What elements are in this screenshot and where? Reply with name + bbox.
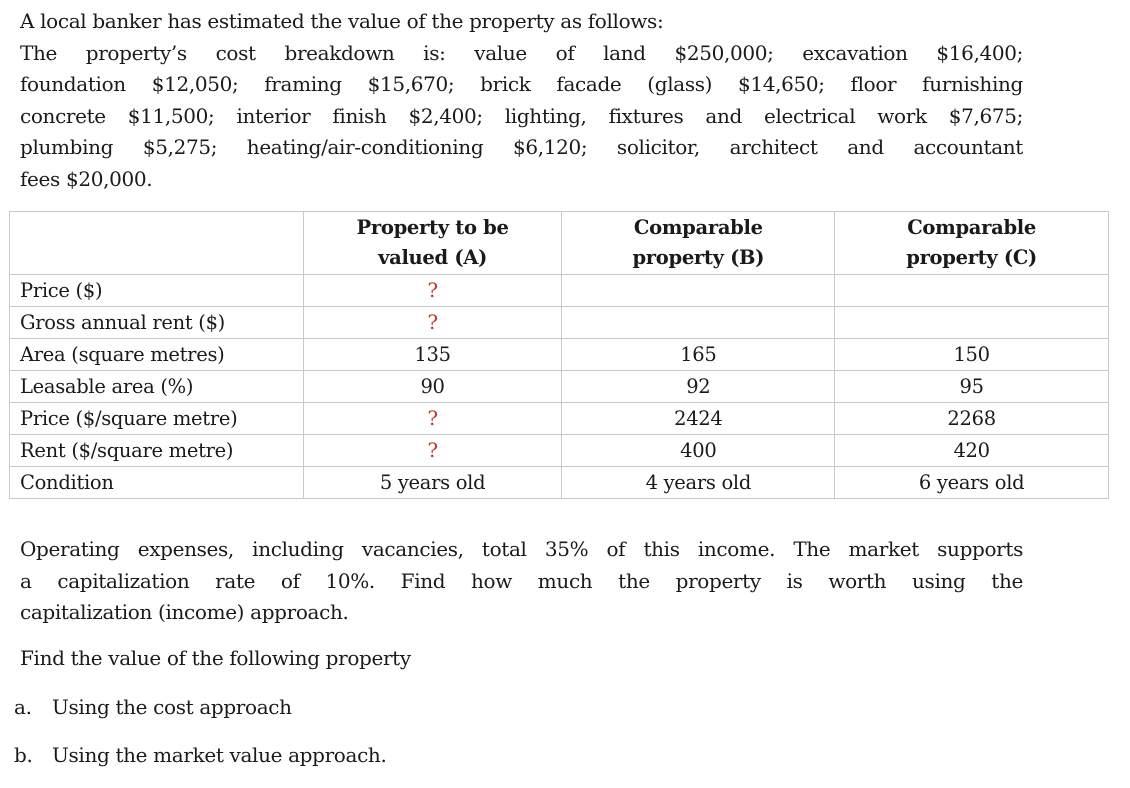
cell-a: ? — [303, 435, 562, 467]
outro-paragraph — [20, 534, 1023, 629]
cell-a: 135 — [303, 339, 562, 371]
cell-b — [562, 275, 835, 307]
intro-line-5: plumbing $5,275; heating/air-conditioning $6,120; solicitor, architect and accountant — [20, 135, 1023, 159]
table-row — [10, 403, 1109, 435]
row-label: Leasable area (%) — [10, 371, 304, 403]
cell-a: ? — [303, 307, 562, 339]
list-item — [14, 743, 386, 767]
header-c-line-2: property (C) — [906, 246, 1037, 269]
header-property-b — [562, 212, 835, 275]
cell-b: 92 — [562, 371, 835, 403]
cell-a: ? — [303, 403, 562, 435]
row-label: Area (square metres) — [10, 339, 304, 371]
cell-b: 165 — [562, 339, 835, 371]
table-header-row — [10, 212, 1109, 275]
intro-line-4: concrete $11,500; interior finish $2,400; lighting, fixtures and electrical work $7,675; — [20, 103, 1023, 128]
valuation-table — [9, 211, 1109, 499]
intro-line-3: foundation $12,050; framing $15,670; brick facade (glass) $14,650; floor furnishing — [20, 72, 1023, 96]
cell-a: 90 — [303, 371, 562, 403]
table-row — [10, 307, 1109, 339]
table-row — [10, 339, 1109, 371]
table-row — [10, 371, 1109, 403]
header-c-line-1: Comparable — [907, 216, 1036, 239]
cell-c: 95 — [835, 371, 1109, 403]
header-b-line-2: property (B) — [632, 246, 765, 269]
header-b-line-1: Comparable — [633, 216, 763, 239]
row-label: Price ($) — [10, 275, 304, 307]
header-property-a — [303, 212, 562, 275]
outro-line-2: a capitalization rate of 10%. Find how much the property is worth using the — [20, 568, 1023, 593]
cell-b: 4 years old — [562, 467, 835, 499]
cell-b: 400 — [562, 435, 835, 467]
table-row — [10, 275, 1109, 307]
row-label: Gross annual rent ($) — [10, 307, 304, 339]
intro-line-6: fees $20,000. — [20, 166, 153, 191]
question-prompt: Find the value of the following property — [20, 646, 411, 670]
cell-b — [562, 307, 835, 339]
outro-line-1: Operating expenses, including vacancies, total 35% of this income. The market supports — [20, 537, 1023, 561]
table-row — [10, 467, 1109, 499]
header-a-line-1: Property to be — [356, 216, 509, 239]
cell-c: 420 — [835, 435, 1109, 467]
list-marker: a. — [14, 695, 32, 719]
cell-a: ? — [303, 275, 562, 307]
outro-line-3: capitalization (income) approach. — [20, 600, 349, 624]
cell-c: 6 years old — [835, 467, 1109, 499]
list-item-text: Using the market value approach. — [52, 743, 387, 767]
cell-c — [835, 307, 1109, 339]
header-blank — [10, 212, 304, 275]
cell-a: 5 years old — [303, 467, 562, 499]
cell-c: 150 — [835, 339, 1109, 371]
list-marker: b. — [14, 743, 33, 767]
list-item — [14, 695, 292, 719]
table-row — [10, 435, 1109, 467]
intro-line-2: The property’s cost breakdown is: value of land $250,000; excavation $16,400; — [20, 40, 1023, 65]
intro-line-1: A local banker has estimated the value of the property as follows: — [20, 9, 664, 33]
row-label: Rent ($/square metre) — [10, 435, 304, 467]
cell-c — [835, 275, 1109, 307]
header-a-line-2: valued (A) — [378, 246, 488, 269]
intro-paragraph — [20, 6, 1023, 195]
row-label: Condition — [10, 467, 304, 499]
list-item-text: Using the cost approach — [52, 695, 292, 719]
row-label: Price ($/square metre) — [10, 403, 304, 435]
cell-c: 2268 — [835, 403, 1109, 435]
cell-b: 2424 — [562, 403, 835, 435]
header-property-c — [835, 212, 1109, 275]
